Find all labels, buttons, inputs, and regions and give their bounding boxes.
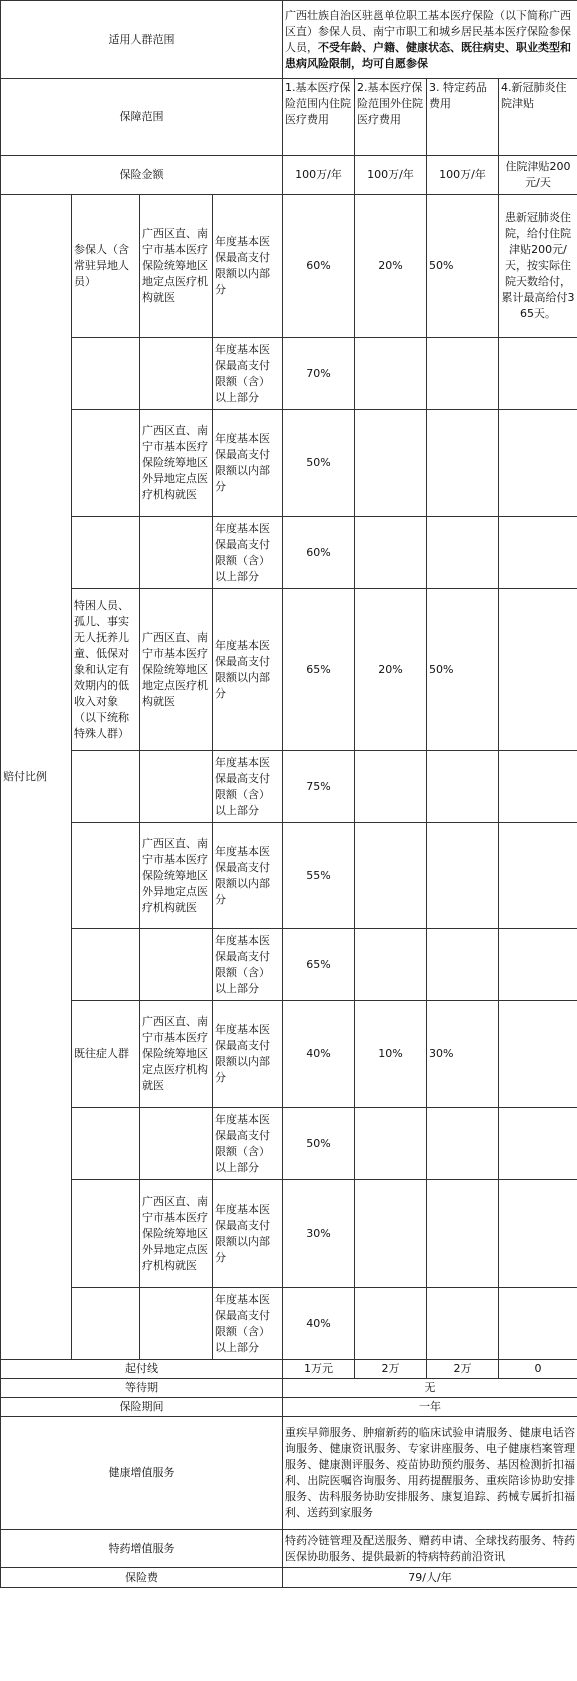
site-name-empty <box>140 338 213 410</box>
site-name-empty <box>140 929 213 1001</box>
ratio-outer <box>355 1288 427 1360</box>
ratio-drug <box>427 929 499 1001</box>
drug-service-text: 特药冷链管理及配送服务、赠药申请、全球找药服务、特药医保协助服务、提供最新的特病特药前沿资讯 <box>283 1530 577 1568</box>
site-name: 广西区直、南宁市基本医疗保险统筹地区外异地定点医疗机构就医 <box>140 823 213 929</box>
ratio-inner: 40% <box>283 1001 355 1108</box>
premium-value: 79/人/年 <box>283 1568 577 1588</box>
row-premium <box>1 1568 577 1588</box>
group-name-empty <box>72 823 140 929</box>
period-value: 一年 <box>283 1398 577 1417</box>
population-description <box>283 1 577 79</box>
ratio-row <box>1 1288 577 1360</box>
limit-text: 年度基本医保最高支付限额以内部分 <box>213 1001 283 1108</box>
site-name: 广西区直、南宁市基本医疗保险统筹地区地定点医疗机构就医 <box>140 195 213 338</box>
row-population <box>1 1 577 79</box>
ratio-drug <box>427 338 499 410</box>
ratio-outer <box>355 929 427 1001</box>
covid-note-empty <box>499 517 577 589</box>
limit-text: 年度基本医保最高支付限额以内部分 <box>213 410 283 517</box>
limit-text: 年度基本医保最高支付限额（含）以上部分 <box>213 517 283 589</box>
amount-2: 100万/年 <box>355 156 427 195</box>
covid-note-empty <box>499 1001 577 1108</box>
ratio-row <box>1 589 577 751</box>
limit-text: 年度基本医保最高支付限额（含）以上部分 <box>213 1288 283 1360</box>
site-name: 广西区直、南宁市基本医疗保险统筹地区地定点医疗机构就医 <box>140 589 213 751</box>
ratio-inner: 60% <box>283 195 355 338</box>
limit-text: 年度基本医保最高支付限额以内部分 <box>213 589 283 751</box>
population-text-bold: 不受年龄、户籍、健康状态、既往病史、职业类型和患病风险限制，均可自愿参保 <box>285 40 571 70</box>
label-drug-service: 特药增值服务 <box>1 1530 283 1568</box>
limit-text: 年度基本医保最高支付限额（含）以上部分 <box>213 751 283 823</box>
site-name: 广西区直、南宁市基本医疗保险统筹地区外异地定点医疗机构就医 <box>140 1180 213 1288</box>
amount-3: 100万/年 <box>427 156 499 195</box>
amount-4: 住院津贴200元/天 <box>499 156 577 195</box>
ratio-row <box>1 929 577 1001</box>
site-name-empty <box>140 1108 213 1180</box>
ratio-drug: 50% <box>427 589 499 751</box>
deductible-1: 1万元 <box>283 1360 355 1379</box>
ratio-outer <box>355 410 427 517</box>
ratio-inner: 65% <box>283 589 355 751</box>
ratio-outer: 10% <box>355 1001 427 1108</box>
group-name-empty <box>72 1108 140 1180</box>
ratio-outer <box>355 823 427 929</box>
ratio-row <box>1 1001 577 1108</box>
covid-note-empty <box>499 338 577 410</box>
row-coverage <box>1 79 577 156</box>
group-name-empty <box>72 1180 140 1288</box>
coverage-item-4: 4.新冠肺炎住院津贴 <box>499 79 577 156</box>
table-body <box>1 1 577 1360</box>
covid-note-empty <box>499 410 577 517</box>
ratio-outer <box>355 517 427 589</box>
covid-note-empty <box>499 823 577 929</box>
label-ratio: 赔付比例 <box>1 195 72 1360</box>
row-waiting <box>1 1379 577 1398</box>
label-period: 保险期间 <box>1 1398 283 1417</box>
row-period <box>1 1398 577 1417</box>
ratio-inner: 60% <box>283 517 355 589</box>
site-name-empty <box>140 751 213 823</box>
row-health-service <box>1 1417 577 1530</box>
ratio-row <box>1 410 577 517</box>
coverage-item-1: 1.基本医疗保险范围内住院医疗费用 <box>283 79 355 156</box>
ratio-outer: 20% <box>355 589 427 751</box>
ratio-outer <box>355 1108 427 1180</box>
ratio-inner: 50% <box>283 1108 355 1180</box>
table-footer <box>1 1360 577 1588</box>
coverage-item-2: 2.基本医疗保险范围外住院医疗费用 <box>355 79 427 156</box>
coverage-item-3: 3. 特定药品费用 <box>427 79 499 156</box>
covid-note-empty <box>499 1180 577 1288</box>
deductible-4: 0 <box>499 1360 577 1379</box>
ratio-row <box>1 338 577 410</box>
label-waiting: 等待期 <box>1 1379 283 1398</box>
ratio-drug <box>427 1108 499 1180</box>
site-name: 广西区直、南宁市基本医疗保险统筹地区外异地定点医疗机构就医 <box>140 410 213 517</box>
ratio-row <box>1 1108 577 1180</box>
group-name-empty <box>72 1288 140 1360</box>
group-name: 参保人（含常驻异地人员） <box>72 195 140 338</box>
limit-text: 年度基本医保最高支付限额以内部分 <box>213 823 283 929</box>
label-premium: 保险费 <box>1 1568 283 1588</box>
limit-text: 年度基本医保最高支付限额（含）以上部分 <box>213 338 283 410</box>
ratio-outer <box>355 338 427 410</box>
ratio-drug <box>427 517 499 589</box>
covid-note-empty <box>499 589 577 751</box>
group-name-empty <box>72 929 140 1001</box>
group-name-empty <box>72 751 140 823</box>
ratio-inner: 50% <box>283 410 355 517</box>
limit-text: 年度基本医保最高支付限额以内部分 <box>213 195 283 338</box>
amount-1: 100万/年 <box>283 156 355 195</box>
row-amount <box>1 156 577 195</box>
covid-note-empty <box>499 1108 577 1180</box>
label-coverage: 保障范围 <box>1 79 283 156</box>
ratio-drug <box>427 823 499 929</box>
deductible-3: 2万 <box>427 1360 499 1379</box>
ratio-outer: 20% <box>355 195 427 338</box>
waiting-value: 无 <box>283 1379 577 1398</box>
group-name: 特困人员、孤儿、事实无人抚养儿童、低保对象和认定有效期内的低收入对象（以下统称特殊人群） <box>72 589 140 751</box>
ratio-row <box>1 1180 577 1288</box>
ratio-inner: 40% <box>283 1288 355 1360</box>
site-name-empty <box>140 1288 213 1360</box>
limit-text: 年度基本医保最高支付限额（含）以上部分 <box>213 1108 283 1180</box>
ratio-inner: 75% <box>283 751 355 823</box>
ratio-drug: 30% <box>427 1001 499 1108</box>
group-name: 既往症人群 <box>72 1001 140 1108</box>
covid-note: 患新冠肺炎住院，给付住院津贴200元/天，按实际住院天数给付，累计最高给付365天。 <box>499 195 577 338</box>
covid-note-empty <box>499 751 577 823</box>
label-deductible: 起付线 <box>1 1360 283 1379</box>
row-deductible <box>1 1360 577 1379</box>
limit-text: 年度基本医保最高支付限额以内部分 <box>213 1180 283 1288</box>
ratio-row <box>1 751 577 823</box>
ratio-row <box>1 195 577 338</box>
site-name-empty <box>140 517 213 589</box>
ratio-inner: 55% <box>283 823 355 929</box>
ratio-outer <box>355 1180 427 1288</box>
limit-text: 年度基本医保最高支付限额（含）以上部分 <box>213 929 283 1001</box>
ratio-outer <box>355 751 427 823</box>
population-text-normal: 广西壮族自治区驻邕单位职工基本医疗保险（以下简称广西区直）参保人员、南宁市职工和城乡居民基本医疗保险参保人员， <box>285 8 571 54</box>
deductible-2: 2万 <box>355 1360 427 1379</box>
ratio-inner: 30% <box>283 1180 355 1288</box>
group-name-empty <box>72 338 140 410</box>
group-name-empty <box>72 410 140 517</box>
ratio-drug <box>427 1180 499 1288</box>
ratio-row <box>1 517 577 589</box>
label-health-service: 健康增值服务 <box>1 1417 283 1530</box>
covid-note-empty <box>499 1288 577 1360</box>
ratio-inner: 65% <box>283 929 355 1001</box>
ratio-row <box>1 823 577 929</box>
ratio-drug: 50% <box>427 195 499 338</box>
ratio-drug <box>427 1288 499 1360</box>
site-name: 广西区直、南宁市基本医疗保险统筹地区定点医疗机构就医 <box>140 1001 213 1108</box>
label-amount: 保险金额 <box>1 156 283 195</box>
row-drug-service <box>1 1530 577 1568</box>
ratio-drug <box>427 410 499 517</box>
ratio-drug <box>427 751 499 823</box>
label-population: 适用人群范围 <box>1 1 283 79</box>
covid-note-empty <box>499 929 577 1001</box>
group-name-empty <box>72 517 140 589</box>
ratio-inner: 70% <box>283 338 355 410</box>
health-service-text: 重疾早筛服务、肿瘤新药的临床试验申请服务、健康电话咨询服务、健康资讯服务、专家讲座服务、电子健康档案管理服务、健康测评服务、疫苗协助预约服务、基因检测折扣福利、出院医嘱咨询服务、用药提醒服务、重疾陪诊协助安排服务、齿科服务协助安排服务、康复追踪、药械专属折扣福利、送药到家服务 <box>283 1417 577 1530</box>
